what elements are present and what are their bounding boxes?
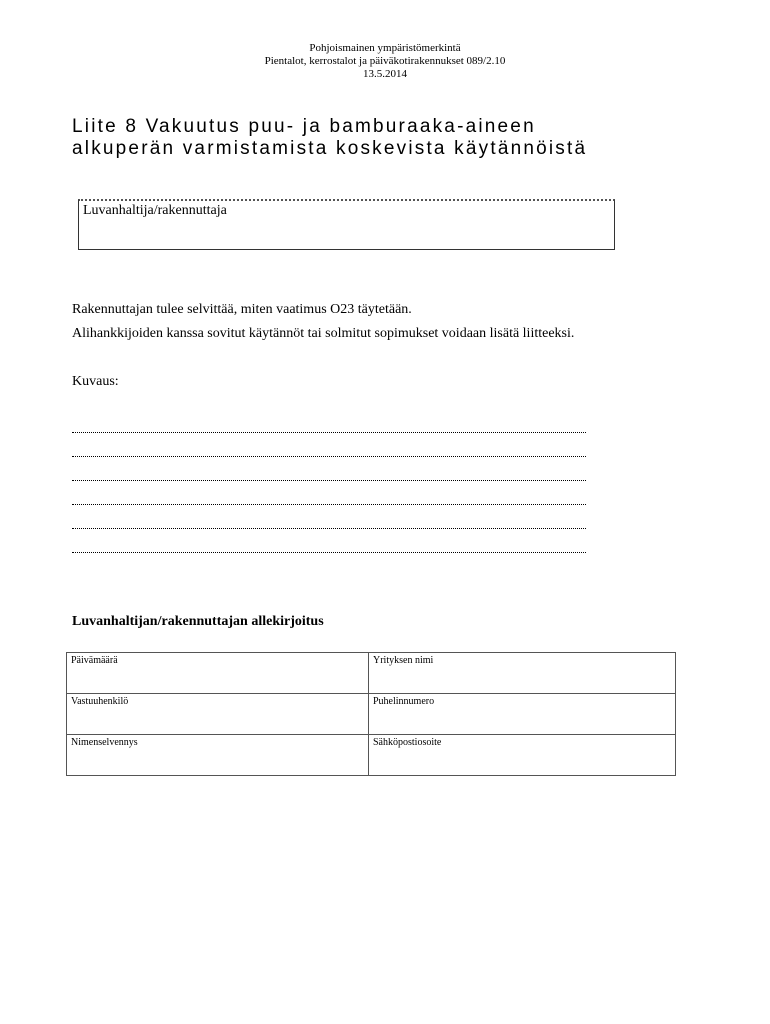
title-line-2: alkuperän varmistamista koskevista käytännöistä xyxy=(72,138,588,159)
name-clarification-field[interactable] xyxy=(67,735,369,776)
responsible-person-label: Vastuuhenkilö xyxy=(71,696,129,707)
table-row xyxy=(67,735,676,776)
title-line-1: Liite 8 Vakuutus puu- ja bamburaaka-aineen xyxy=(72,116,536,137)
description-line-1[interactable] xyxy=(72,432,586,433)
responsible-person-field[interactable] xyxy=(67,694,369,735)
email-field[interactable] xyxy=(369,735,676,776)
page-title xyxy=(72,116,712,160)
date-field[interactable] xyxy=(67,653,369,694)
phone-number-field[interactable] xyxy=(369,694,676,735)
header-line-2: Pientalot, kerrostalot ja päiväkotirakennukset 089/2.10 xyxy=(264,55,506,67)
description-line-6[interactable] xyxy=(72,552,586,553)
description-line-2[interactable] xyxy=(72,456,586,457)
name-clarification-label: Nimenselvennys xyxy=(71,737,138,748)
instruction-text-1: Rakennuttajan tulee selvittää, miten vaatimus O23 täytetään. xyxy=(72,302,412,317)
company-name-field[interactable] xyxy=(369,653,676,694)
document-header xyxy=(0,42,770,81)
signature-table xyxy=(66,652,676,776)
applicant-field[interactable] xyxy=(78,199,615,250)
table-row xyxy=(67,653,676,694)
description-line-3[interactable] xyxy=(72,480,586,481)
signature-heading: Luvanhaltijan/rakennuttajan allekirjoitus xyxy=(72,614,324,629)
applicant-field-label: Luvanhaltija/rakennuttaja xyxy=(83,203,227,218)
header-line-3: 13.5.2014 xyxy=(363,68,407,80)
description-line-4[interactable] xyxy=(72,504,586,505)
description-label: Kuvaus: xyxy=(72,374,119,389)
description-line-5[interactable] xyxy=(72,528,586,529)
header-line-1: Pohjoismainen ympäristömerkintä xyxy=(309,42,461,54)
date-label: Päivämäärä xyxy=(71,655,118,666)
table-row xyxy=(67,694,676,735)
company-name-label: Yrityksen nimi xyxy=(373,655,434,666)
instruction-text-2: Alihankkijoiden kanssa sovitut käytännöt tai solmitut sopimukset voidaan lisätä liitteeksi. xyxy=(72,326,575,341)
email-label: Sähköpostiosoite xyxy=(373,737,442,748)
phone-number-label: Puhelinnumero xyxy=(373,696,435,707)
